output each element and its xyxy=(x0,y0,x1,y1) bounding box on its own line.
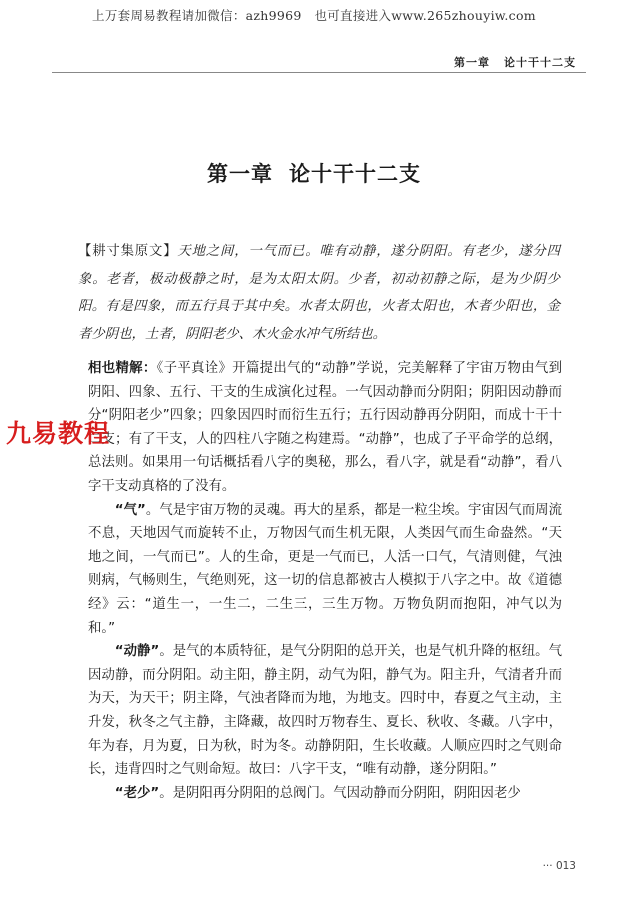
commentary-text: 。是阴阳再分阴阳的总阀门。气因动静而分阴阳，阴阳因老少 xyxy=(159,785,521,801)
commentary-key: “气” xyxy=(114,502,146,518)
commentary-text: 。气是宇宙万物的灵魂。再大的星系，都是一粒尘埃。宇宙因气而周流不息，天地因气而旋转不止，万物因气而生机无限，人类因气而生命盎然。“天地之间，一气而已”。人的生命，更是一气而已，人活一口气，气清则健，气浊则病，气畅则生，气绝则死，这一切的信息都被古人模拟于八字之中。故《道德经》云：“道生一，一生二，二生三，三生万物。万物负阴而抱阳，冲气以为和。” xyxy=(88,502,562,636)
watermark-logo: 九易教程 xyxy=(6,419,111,448)
commentary-paragraph xyxy=(88,499,562,641)
header-rule xyxy=(52,72,586,73)
commentary-text: 。是气的本质特征，是气分阴阳的总开关，也是气机升降的枢纽。气因动静，而分阴阳。动主阳，静主阴，动气为阳，静气为。阳主升，气清者升而为天，为天干；阴主降，气浊者降而为地，为地支。四时中，春夏之气主动，主升发，秋冬之气主静，主降藏，故四时万物春生、夏长、秋收、冬藏。八字中，年为春，月为夏，日为秋，时为冬。动静阴阳，生长收藏。人顺应四时之气则命长，违背四时之气则命短。故曰：八字干支，“唯有动静，遂分阴阳。” xyxy=(88,644,562,778)
page-number: ··· 013 xyxy=(542,860,576,872)
chapter-number: 第一章 xyxy=(207,162,273,186)
commentary-paragraph xyxy=(88,357,562,499)
commentary-paragraph xyxy=(88,782,562,806)
running-head xyxy=(454,54,576,70)
top-banner: 上万套周易教程请加微信：azh9969 也可直接进入www.265zhouyiw.com xyxy=(92,8,536,23)
commentary-paragraph xyxy=(88,640,562,782)
commentary-block xyxy=(88,357,562,805)
commentary-text: 《子平真诠》开篇提出气的“动静”学说，完美解释了宇宙万物由气到阴阳、四象、五行、干支的生成演化过程。一气因动静而分阴阳；阴阳因动静而分“阴阳老少”四象；四象因四时而衍生五行；五行因动静再分阴阳，而成十干十二支；有了干支，人的四柱八字随之构建焉。“动静”，也成了子平命学的总纲，总法则。如果用一句话概括看八字的奥秘，那么，看八字，就是看“动静”，看八字干支动真格的了没有。 xyxy=(88,361,562,494)
running-head-title: 论十干十二支 xyxy=(504,56,576,69)
running-head-chapter: 第一章 xyxy=(454,56,490,69)
original-text: 天地之间，一气而已。唯有动静，遂分阴阳。有老少，遂分四象。老者，极动极静之时，是为太阳太阴。少者，初动初静之际，是为少阴少阳。有是四象，而五行具于其中矣。水者太阴也，火者太阳也，木者少阳也，金者少阴也，土者，阴阳老少、木火金水冲气所结也。 xyxy=(78,244,561,342)
commentary-key: “老少” xyxy=(114,785,160,801)
chapter-title xyxy=(0,158,628,188)
commentary-key: “动静” xyxy=(114,644,160,660)
commentary-key: 相也精解： xyxy=(88,361,157,376)
original-label: 【耕寸集原文】 xyxy=(78,244,178,259)
original-text-block xyxy=(78,238,560,348)
chapter-name: 论十干十二支 xyxy=(289,162,421,186)
